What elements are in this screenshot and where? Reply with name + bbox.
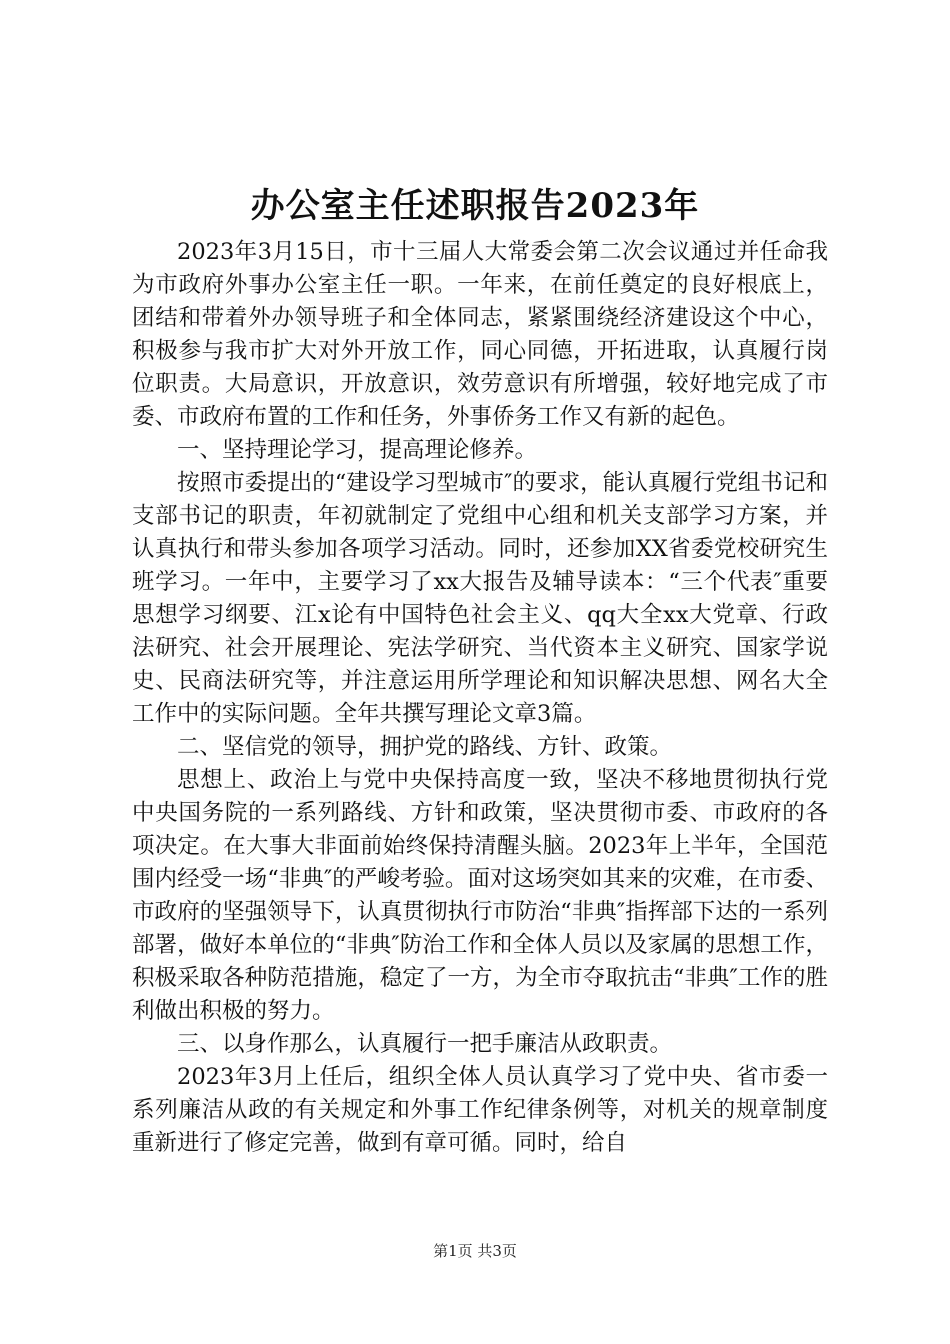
section-heading-1: 一、坚持理论学习，提高理论修养。	[177, 437, 538, 463]
section-heading-2: 二、坚信党的领导，拥护党的路线、方针、政策。	[177, 734, 673, 760]
paragraph-section-1: 按照市委提出的“建设学习型城市″的要求，能认真履行党组书记和支部书记的职责，年初就制定了党组中心组和机关支部学习方案，并认真执行和带头参加各项学习活动。同时，还参加XX省委党校研究生班学习。一年中，主要学习了xx大报告及辅导读本：“三个代表″重要思想学习纲要、江x论有中国特色社会主义、qq大全xx大党章、行政法研究、社会开展理论、宪法学研究、当代资本主义研究、国家学说史、民商法研究等，并注意运用所学理论和知识解决思想、网名大全工作中的实际问题。全年共撰写理论文章3篇。	[132, 470, 828, 727]
page-title: 办公室主任述职报告2023年	[250, 186, 700, 226]
paragraph-section-2: 思想上、政治上与党中央保持高度一致，坚决不移地贯彻执行党中央国务院的一系列路线、方针和政策，坚决贯彻市委、市政府的各项决定。在大事大非面前始终保持清醒头脑。2023年上半年，全国范围内经受一场“非典″的严峻考验。面对这场突如其来的灾难，在市委、市政府的坚强领导下，认真贯彻执行市防治“非典″指挥部下达的一系列部署，做好本单位的“非典″防治工作和全体人员以及家属的思想工作，积极采取各种防范措施，稳定了一方，为全市夺取抗击“非典″工作的胜利做出积极的努力。	[132, 767, 828, 1024]
document-body	[132, 236, 828, 1160]
page-number-footer: 第1页 共3页	[433, 1242, 517, 1260]
paragraph-section-3: 2023年3月上任后，组织全体人员认真学习了党中央、省市委一系列廉洁从政的有关规定和外事工作纪律条例等，对机关的规章制度重新进行了修定完善，做到有章可循。同时，给自	[132, 1064, 828, 1156]
section-heading-3: 三、以身作那么，认真履行一把手廉洁从政职责。	[177, 1031, 673, 1057]
paragraph-intro: 2023年3月15日，市十三届人大常委会第二次会议通过并任命我为市政府外事办公室主任一职。一年来，在前任奠定的良好根底上，团结和带着外办领导班子和全体同志，紧紧围绕经济建设这个中心，积极参与我市扩大对外开放工作，同心同德，开拓进取，认真履行岗位职责。大局意识，开放意识，效劳意识有所增强，较好地完成了市委、市政府布置的工作和任务，外事侨务工作又有新的起色。	[132, 239, 828, 430]
